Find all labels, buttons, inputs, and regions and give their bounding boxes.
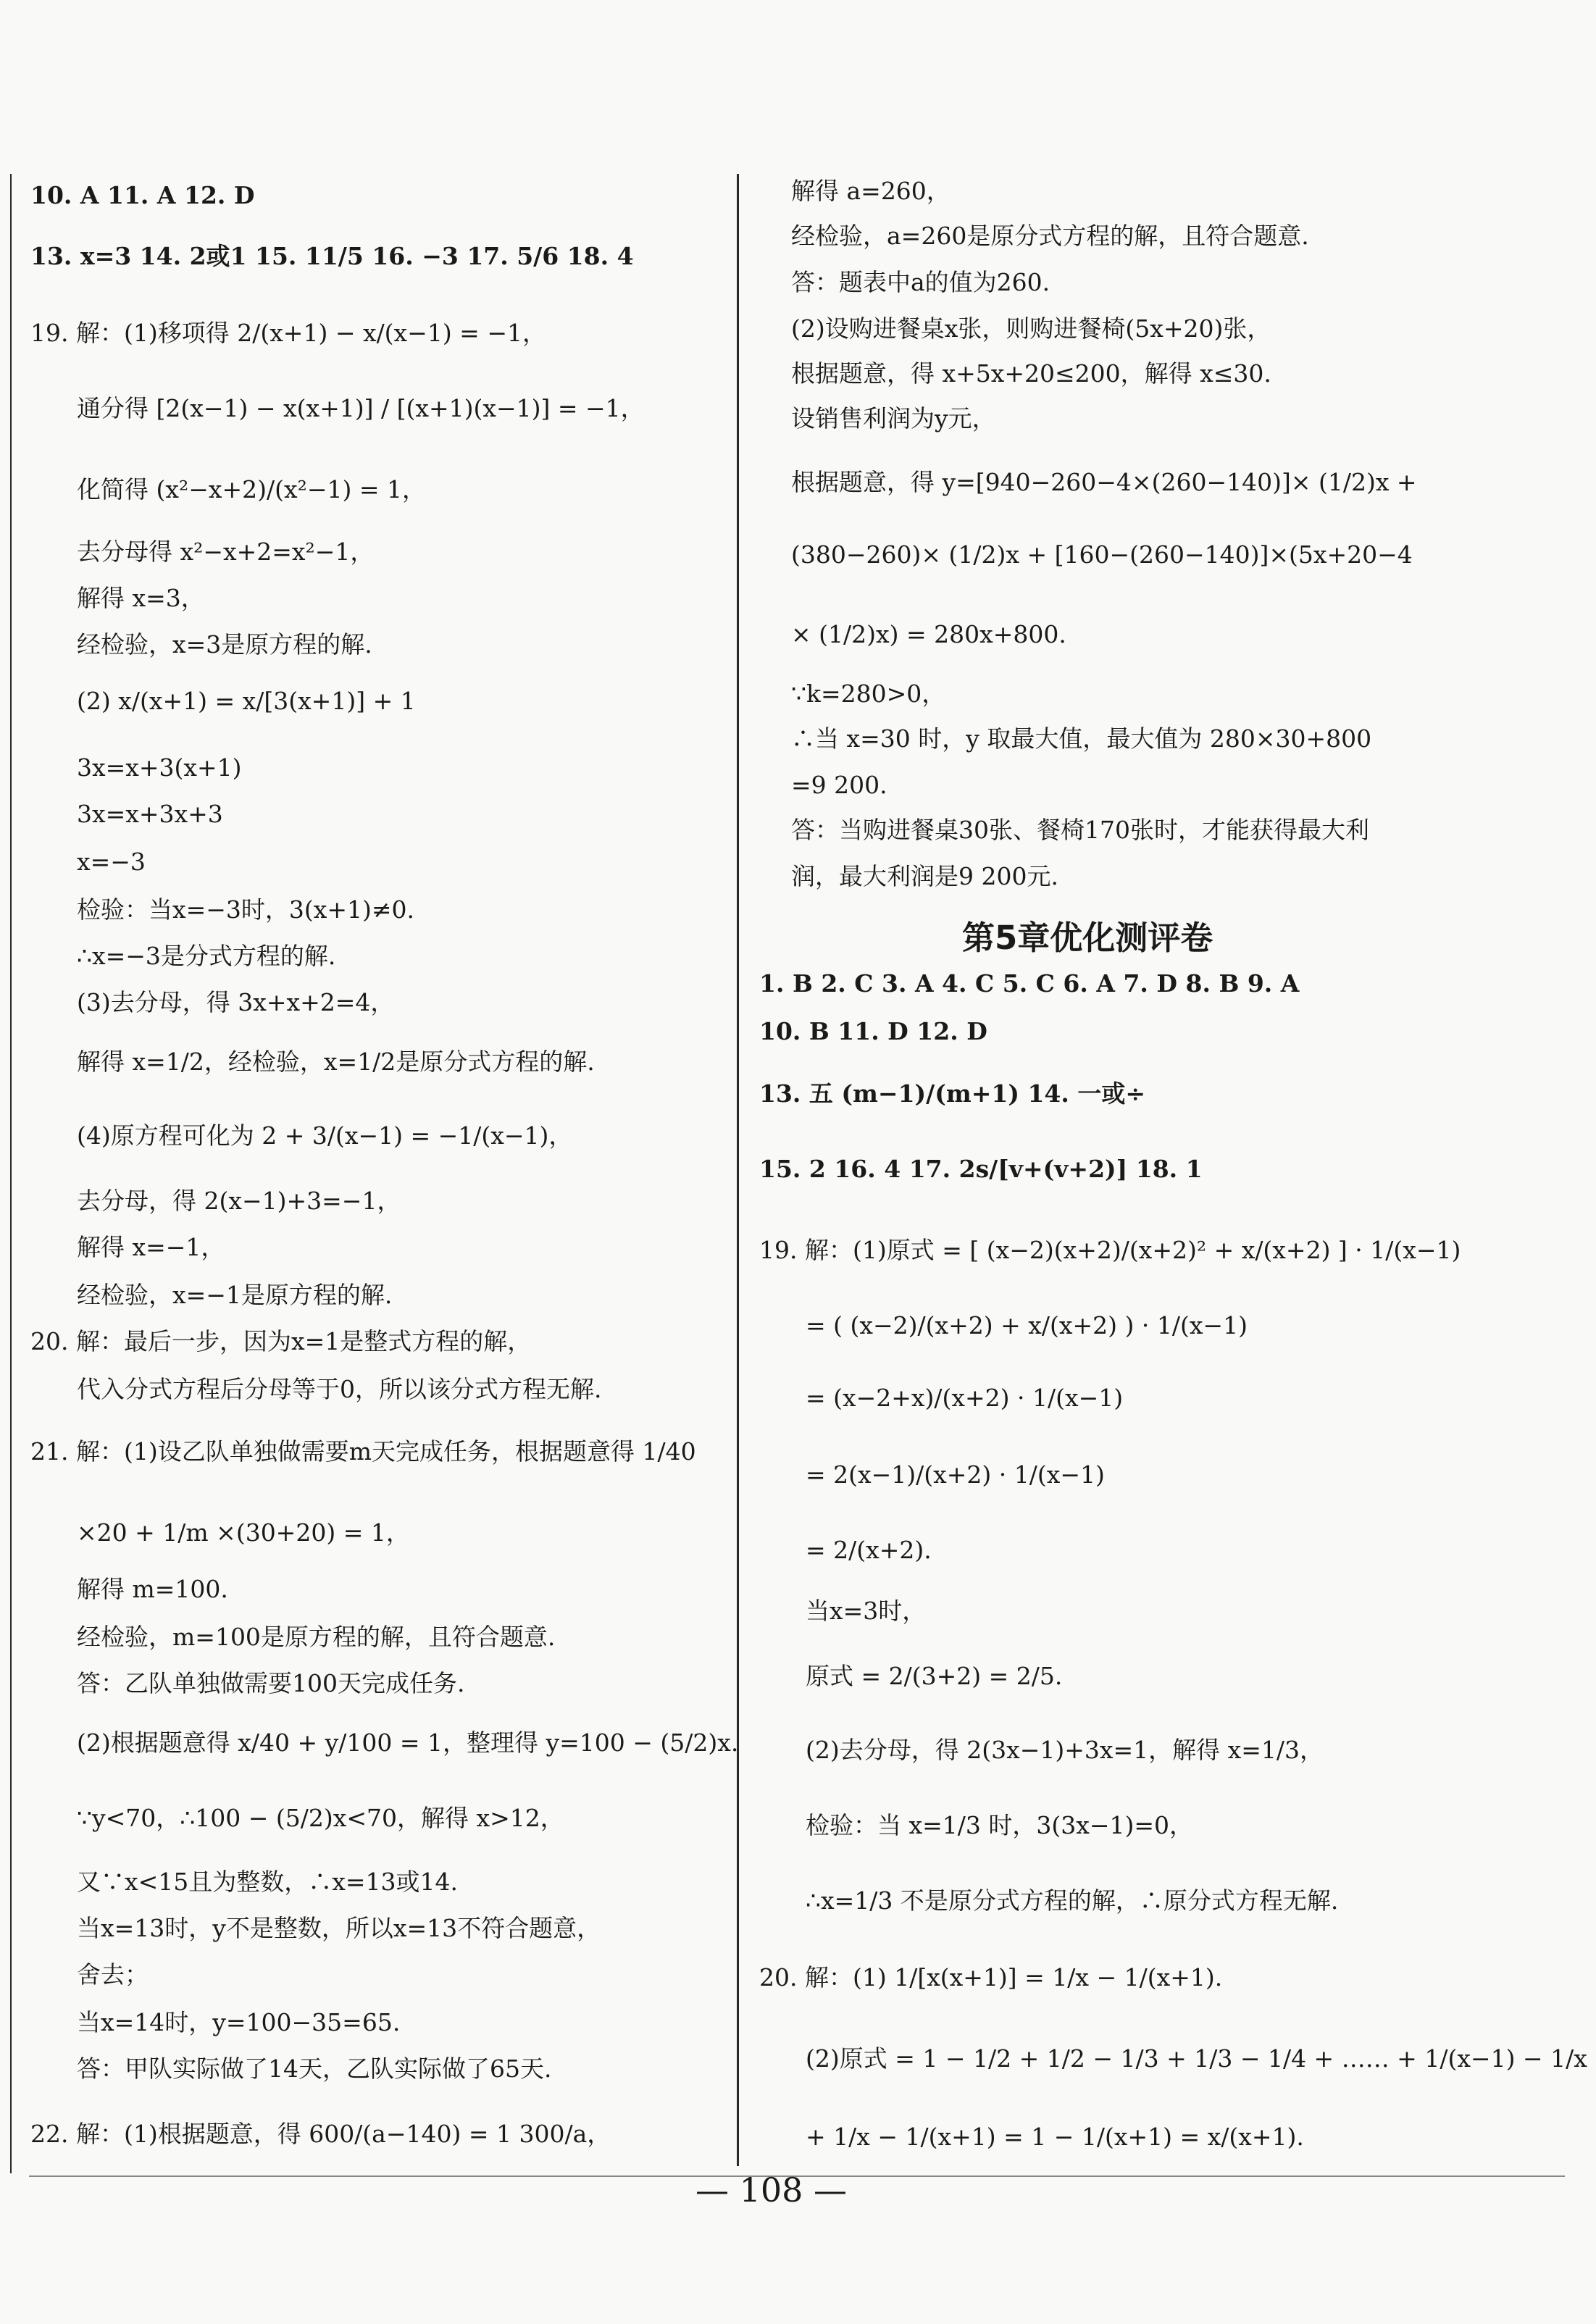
solution-line: 根据题意，得 x+5x+20≤200，解得 x≤30. xyxy=(791,359,1271,388)
answer-line: 1. B 2. C 3. A 4. C 5. C 6. A 7. D 8. B 9. A xyxy=(759,969,1300,998)
solution-line: 22. 解：(1)根据题意，得 600/(a−140) = 1 300/a， xyxy=(30,2120,611,2148)
solution-line: 原式 = 2/(3+2) = 2/5. xyxy=(806,1662,1063,1690)
solution-line: 解得 a=260， xyxy=(791,177,951,205)
solution-line: 答：甲队实际做了14天，乙队实际做了65天. xyxy=(77,2055,552,2083)
solution-line: 化简得 (x²−x+2)/(x²−1) = 1， xyxy=(77,475,426,503)
solution-line: × (1/2)x) = 280x+800. xyxy=(791,620,1066,648)
solution-line: 当x=13时，y不是整数，所以x=13不符合题意， xyxy=(77,1914,601,1942)
solution-line: 答：题表中a的值为260. xyxy=(791,268,1050,296)
solution-line: (2)设购进餐桌x张，则购进餐椅(5x+20)张， xyxy=(791,314,1271,343)
solution-line: (2) x/(x+1) = x/[3(x+1)] + 1 xyxy=(77,687,416,715)
solution-line: = ( (x−2)/(x+2) + x/(x+2) ) · 1/(x−1) xyxy=(806,1311,1248,1339)
solution-line: = 2/(x+2). xyxy=(806,1536,932,1564)
solution-line: 3x=x+3x+3 xyxy=(77,800,223,828)
solution-line: 20. 解：(1) 1/[x(x+1)] = 1/x − 1/(x+1). xyxy=(759,1963,1223,1991)
solution-line: (380−260)× (1/2)x + [160−(260−140)]×(5x+20−4 xyxy=(791,540,1413,569)
solution-line: 答：当购进餐桌30张、餐椅170张时，才能获得最大利 xyxy=(791,816,1369,844)
solution-line: 代入分式方程后分母等于0，所以该分式方程无解. xyxy=(77,1375,602,1403)
solution-line: 答：乙队单独做需要100天完成任务. xyxy=(77,1669,465,1697)
solution-line: 又∵x<15且为整数，∴x=13或14. xyxy=(77,1868,458,1896)
solution-line: 经检验，x=−1是原方程的解. xyxy=(77,1281,393,1309)
column-divider xyxy=(737,174,739,2166)
solution-line: (2)根据题意得 x/40 + y/100 = 1，整理得 y=100 − (5/2)x. xyxy=(77,1729,739,1757)
solution-line: =9 200. xyxy=(791,771,887,799)
solution-line: + 1/x − 1/(x+1) = 1 − 1/(x+1) = x/(x+1). xyxy=(806,2123,1304,2151)
answer-line: 10. B 11. D 12. D xyxy=(759,1017,987,1045)
solution-line: 根据题意，得 y=[940−260−4×(260−140)]× (1/2)x + xyxy=(791,468,1417,496)
solution-line: = (x−2+x)/(x+2) · 1/(x−1) xyxy=(806,1384,1124,1412)
section-heading: 第5章优化测评卷 xyxy=(962,919,1213,957)
solution-line: 20. 解：最后一步，因为x=1是整式方程的解， xyxy=(30,1327,532,1355)
solution-line: 通分得 [2(x−1) − x(x+1)] / [(x+1)(x−1)] = −1， xyxy=(77,394,645,422)
solution-line: ∴当 x=30 时，y 取最大值，最大值为 280×30+800 xyxy=(791,724,1372,753)
solution-line: 解得 x=1/2，经检验，x=1/2是原分式方程的解. xyxy=(77,1048,595,1076)
solution-line: ×20 + 1/m ×(30+20) = 1， xyxy=(77,1518,410,1547)
solution-line: ∴x=1/3 不是原分式方程的解，∴原分式方程无解. xyxy=(806,1886,1339,1915)
solution-line: 经检验，a=260是原分式方程的解，且符合题意. xyxy=(791,222,1309,250)
solution-line: (2)原式 = 1 − 1/2 + 1/2 − 1/3 + 1/3 − 1/4 + …… + 1/(x−1) − 1/x xyxy=(806,2044,1587,2073)
solution-line: 去分母得 x²−x+2=x²−1， xyxy=(77,538,375,566)
solution-line: 检验：当 x=1/3 时，3(3x−1)=0， xyxy=(806,1811,1193,1839)
left-margin-rule xyxy=(10,174,12,2173)
answer-line: 15. 2 16. 4 17. 2s/[v+(v+2)] 18. 1 xyxy=(759,1155,1203,1183)
answer-line: 10. A 11. A 12. D xyxy=(30,181,255,209)
solution-line: (4)原方程可化为 2 + 3/(x−1) = −1/(x−1)， xyxy=(77,1121,573,1150)
solution-line: 润，最大利润是9 200元. xyxy=(791,862,1058,890)
solution-line: 19. 解：(1)原式 = [ (x−2)(x+2)/(x+2)² + x/(x+2) ] · 1/(x−1) xyxy=(759,1236,1461,1264)
solution-line: 舍去； xyxy=(77,1960,149,1989)
solution-line: 解得 x=−1， xyxy=(77,1233,225,1261)
solution-line: = 2(x−1)/(x+2) · 1/(x−1) xyxy=(806,1460,1105,1489)
solution-line: ∵y<70，∴100 − (5/2)x<70，解得 x>12， xyxy=(77,1804,564,1832)
solution-line: ∴x=−3是分式方程的解. xyxy=(77,942,336,970)
page-number: — 108 — xyxy=(695,2170,848,2210)
solution-line: 去分母，得 2(x−1)+3=−1， xyxy=(77,1187,401,1215)
solution-line: 经检验，m=100是原方程的解，且符合题意. xyxy=(77,1623,556,1651)
solution-line: 检验：当x=−3时，3(x+1)≠0. xyxy=(77,895,415,924)
solution-line: 3x=x+3(x+1) xyxy=(77,753,242,782)
solution-line: 解得 x=3， xyxy=(77,584,205,612)
solution-line: x=−3 xyxy=(77,848,146,876)
solution-line: 设销售利润为y元， xyxy=(791,404,996,432)
solution-line: 21. 解：(1)设乙队单独做需要m天完成任务，根据题意得 1/40 xyxy=(30,1437,696,1466)
solution-line: (2)去分母，得 2(3x−1)+3x=1，解得 x=1/3， xyxy=(806,1736,1324,1764)
solution-line: (3)去分母，得 3x+x+2=4， xyxy=(77,988,395,1016)
solution-line: 当x=14时，y=100−35=65. xyxy=(77,2008,401,2036)
solution-line: 当x=3时， xyxy=(806,1597,927,1625)
solution-line: ∵k=280>0， xyxy=(791,680,946,708)
answer-line: 13. x=3 14. 2或1 15. 11/5 16. −3 17. 5/6 18. 4 xyxy=(30,242,634,270)
solution-line: 19. 解：(1)移项得 2/(x+1) − x/(x−1) = −1， xyxy=(30,319,546,347)
solution-line: 解得 m=100. xyxy=(77,1575,228,1603)
answer-line: 13. 五 (m−1)/(m+1) 14. 一或÷ xyxy=(759,1079,1145,1108)
solution-line: 经检验，x=3是原方程的解. xyxy=(77,630,372,659)
